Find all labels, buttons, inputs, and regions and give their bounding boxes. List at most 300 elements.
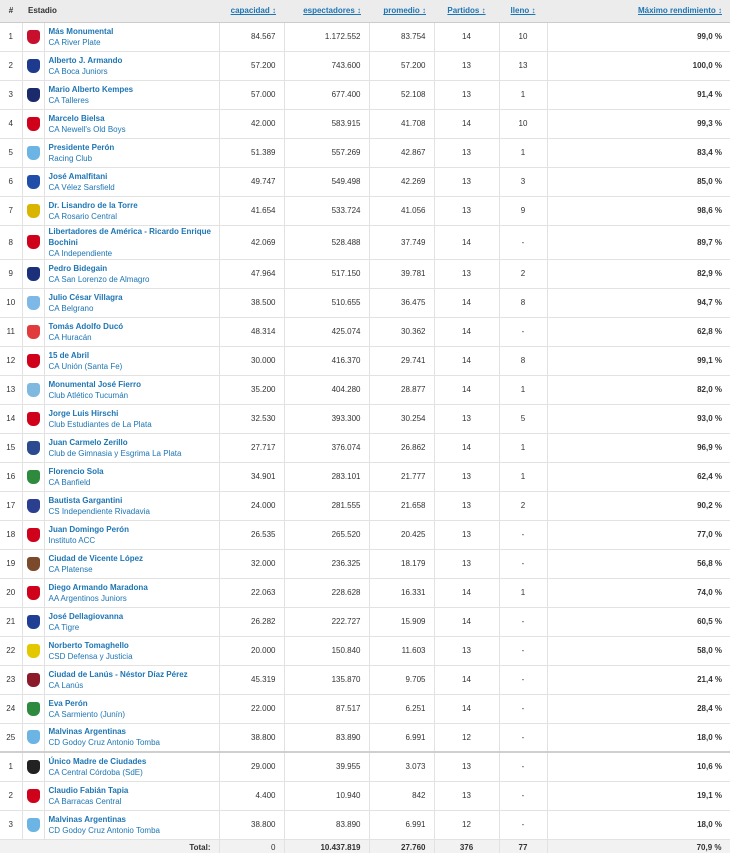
capacity-cell: 24.000: [219, 491, 284, 520]
matches-cell: 13: [434, 404, 499, 433]
rank-cell: 20: [0, 578, 22, 607]
average-cell: 42.269: [369, 167, 434, 196]
club-link[interactable]: CA Rosario Central: [48, 211, 117, 221]
club-link[interactable]: AA Argentinos Juniors: [48, 593, 127, 603]
table-row: [0, 138, 730, 167]
total-row: [0, 839, 730, 853]
rank-cell: 24: [0, 694, 22, 723]
spectators-cell: 510.655: [284, 288, 369, 317]
stadium-link[interactable]: Más Monumental: [48, 26, 114, 36]
club-crest-icon[interactable]: [27, 789, 40, 803]
club-crest-icon[interactable]: [27, 412, 40, 426]
club-crest-icon[interactable]: [27, 760, 40, 774]
stadium-link[interactable]: Eva Perón: [48, 698, 88, 708]
full-cell: 1: [499, 80, 547, 109]
club-link[interactable]: CA San Lorenzo de Almagro: [48, 274, 150, 284]
stadium-link[interactable]: Dr. Lisandro de la Torre: [48, 200, 138, 210]
club-crest-icon[interactable]: [27, 499, 40, 513]
rank-cell: 7: [0, 196, 22, 225]
stadium-link[interactable]: Jorge Luis Hirschi: [48, 408, 119, 418]
stadium-link[interactable]: Bautista Gargantini: [48, 495, 123, 505]
max-util-cell: 77,0 %: [547, 520, 730, 549]
max-util-cell: 21,4 %: [547, 665, 730, 694]
rank-cell: 14: [0, 404, 22, 433]
average-cell: 52.108: [369, 80, 434, 109]
max-util-cell: 93,0 %: [547, 404, 730, 433]
club-link[interactable]: CD Godoy Cruz Antonio Tomba: [48, 738, 160, 748]
club-link[interactable]: Club Estudiantes de La Plata: [48, 419, 152, 429]
club-crest-icon[interactable]: [27, 88, 40, 102]
matches-cell: 13: [434, 51, 499, 80]
table-row: [0, 375, 730, 404]
club-link[interactable]: CD Godoy Cruz Antonio Tomba: [48, 825, 160, 835]
max-util-cell: 10,6 %: [547, 752, 730, 781]
full-cell: -: [499, 723, 547, 752]
club-crest-icon[interactable]: [27, 702, 40, 716]
secondary-table-body: [0, 752, 730, 839]
stadium-cell: [44, 723, 219, 752]
club-crest-icon[interactable]: [27, 235, 40, 249]
club-link[interactable]: CA Huracán: [48, 332, 92, 342]
club-logo-cell: [22, 288, 44, 317]
rank-cell: 13: [0, 375, 22, 404]
stadium-link[interactable]: Claudio Fabián Tapia: [48, 785, 129, 795]
club-link[interactable]: Club Atlético Tucumán: [48, 390, 129, 400]
sort-spectators-link[interactable]: espectadores ↕: [303, 6, 361, 16]
club-crest-icon[interactable]: [27, 470, 40, 484]
capacity-cell: 22.063: [219, 578, 284, 607]
table-row: [0, 752, 730, 781]
table-row: [0, 317, 730, 346]
rank-cell: 6: [0, 167, 22, 196]
rank-cell: 4: [0, 109, 22, 138]
club-logo-cell: [22, 520, 44, 549]
stadium-link[interactable]: Monumental José Fierro: [48, 379, 141, 389]
rank-cell: 9: [0, 259, 22, 288]
average-cell: 36.475: [369, 288, 434, 317]
stadium-link[interactable]: Tomás Adolfo Ducó: [48, 321, 124, 331]
club-link[interactable]: Instituto ACC: [48, 535, 96, 545]
average-cell: 41.708: [369, 109, 434, 138]
spectators-cell: 376.074: [284, 433, 369, 462]
matches-cell: 13: [434, 752, 499, 781]
stadium-cell: [44, 810, 219, 839]
table-row: [0, 549, 730, 578]
club-crest-icon[interactable]: [27, 615, 40, 629]
spectators-cell: 549.498: [284, 167, 369, 196]
club-link[interactable]: CA Newell's Old Boys: [48, 124, 126, 134]
max-util-cell: 91,4 %: [547, 80, 730, 109]
spectators-cell: 87.517: [284, 694, 369, 723]
stadium-link[interactable]: Julio César Villagra: [48, 292, 123, 302]
club-logo-cell: [22, 462, 44, 491]
spectators-cell: 416.370: [284, 346, 369, 375]
rank-cell: 12: [0, 346, 22, 375]
full-cell: 9: [499, 196, 547, 225]
max-util-cell: 74,0 %: [547, 578, 730, 607]
rank-cell: 19: [0, 549, 22, 578]
max-util-cell: 58,0 %: [547, 636, 730, 665]
spectators-cell: 393.300: [284, 404, 369, 433]
table-row: [0, 462, 730, 491]
stadium-cell: [44, 317, 219, 346]
stadium-link[interactable]: Presidente Perón: [48, 142, 115, 152]
stadium-link[interactable]: Malvinas Argentinas: [48, 814, 127, 824]
capacity-cell: 51.389: [219, 138, 284, 167]
club-crest-icon[interactable]: [27, 146, 40, 160]
rank-cell: 1: [0, 22, 22, 51]
club-link[interactable]: CA Sarmiento (Junín): [48, 709, 125, 719]
spectators-cell: 83.890: [284, 810, 369, 839]
capacity-cell: 45.319: [219, 665, 284, 694]
club-logo-cell: [22, 259, 44, 288]
rank-cell: 16: [0, 462, 22, 491]
rank-cell: 18: [0, 520, 22, 549]
club-link[interactable]: CS Independiente Rivadavia: [48, 506, 150, 516]
stadium-link[interactable]: Pedro Bidegain: [48, 263, 108, 273]
max-util-cell: 19,1 %: [547, 781, 730, 810]
full-cell: 10: [499, 109, 547, 138]
full-cell: 1: [499, 375, 547, 404]
table-row: [0, 404, 730, 433]
club-logo-cell: [22, 167, 44, 196]
club-link[interactable]: CA Central Córdoba (SdE): [48, 767, 143, 777]
club-logo-cell: [22, 196, 44, 225]
club-link[interactable]: CA Boca Juniors: [48, 66, 108, 76]
club-crest-icon[interactable]: [27, 383, 40, 397]
capacity-cell: 22.000: [219, 694, 284, 723]
stadium-cell: [44, 694, 219, 723]
capacity-cell: 20.000: [219, 636, 284, 665]
stadium-link[interactable]: José Dellagiovanna: [48, 611, 124, 621]
max-util-cell: 60,5 %: [547, 607, 730, 636]
stadium-cell: [44, 462, 219, 491]
full-cell: -: [499, 694, 547, 723]
stadium-link[interactable]: Alberto J. Armando: [48, 55, 123, 65]
capacity-cell: 42.069: [219, 225, 284, 259]
stadium-link[interactable]: Norberto Tomaghello: [48, 640, 129, 650]
stadium-link[interactable]: Florencio Sola: [48, 466, 104, 476]
max-util-cell: 18,0 %: [547, 810, 730, 839]
capacity-cell: 38.500: [219, 288, 284, 317]
stadium-link[interactable]: Juan Domingo Perón: [48, 524, 129, 534]
average-cell: 30.254: [369, 404, 434, 433]
club-logo-cell: [22, 80, 44, 109]
max-util-cell: 83,4 %: [547, 138, 730, 167]
full-cell: -: [499, 781, 547, 810]
spectators-cell: 39.955: [284, 752, 369, 781]
full-cell: 13: [499, 51, 547, 80]
spectators-cell: 222.727: [284, 607, 369, 636]
capacity-cell: 38.800: [219, 810, 284, 839]
stadium-link[interactable]: Marcelo Bielsa: [48, 113, 105, 123]
full-cell: 8: [499, 288, 547, 317]
spectators-cell: 150.840: [284, 636, 369, 665]
table-row: [0, 167, 730, 196]
matches-cell: 12: [434, 723, 499, 752]
stadium-cell: [44, 22, 219, 51]
capacity-cell: 32.530: [219, 404, 284, 433]
matches-cell: 14: [434, 109, 499, 138]
stadium-cell: [44, 346, 219, 375]
stadium-cell: [44, 433, 219, 462]
club-link[interactable]: CA Barracas Central: [48, 796, 122, 806]
matches-cell: 14: [434, 288, 499, 317]
club-link[interactable]: CA Banfield: [48, 477, 91, 487]
full-cell: -: [499, 636, 547, 665]
club-link[interactable]: CA Vélez Sarsfield: [48, 182, 115, 192]
capacity-cell: 4.400: [219, 781, 284, 810]
stadium-cell: [44, 196, 219, 225]
average-cell: 21.658: [369, 491, 434, 520]
table-row: [0, 225, 730, 259]
average-cell: 9.705: [369, 665, 434, 694]
club-logo-cell: [22, 781, 44, 810]
spectators-cell: 557.269: [284, 138, 369, 167]
capacity-cell: 30.000: [219, 346, 284, 375]
stadium-cell: [44, 404, 219, 433]
club-link[interactable]: CA Lanús: [48, 680, 84, 690]
matches-cell: 14: [434, 317, 499, 346]
total-matches: 376: [434, 839, 499, 853]
capacity-cell: 47.964: [219, 259, 284, 288]
max-util-cell: 62,4 %: [547, 462, 730, 491]
stadium-link[interactable]: Ciudad de Vicente López: [48, 553, 144, 563]
club-crest-icon[interactable]: [27, 673, 40, 687]
spectators-cell: 281.555: [284, 491, 369, 520]
matches-cell: 14: [434, 22, 499, 51]
max-util-cell: 99,0 %: [547, 22, 730, 51]
total-spectators: 10.437.819: [284, 839, 369, 853]
stadium-cell: [44, 549, 219, 578]
max-util-cell: 98,6 %: [547, 196, 730, 225]
club-logo-cell: [22, 665, 44, 694]
sort-matches-link[interactable]: Partidos ↕: [447, 6, 486, 16]
spectators-cell: 135.870: [284, 665, 369, 694]
stadium-cell: [44, 607, 219, 636]
total-average: 27.760: [369, 839, 434, 853]
average-cell: 29.741: [369, 346, 434, 375]
stadium-link[interactable]: Mario Alberto Kempes: [48, 84, 134, 94]
matches-cell: 13: [434, 138, 499, 167]
stadium-link[interactable]: Diego Armando Maradona: [48, 582, 148, 592]
rank-header: #: [0, 0, 22, 22]
club-crest-icon[interactable]: [27, 267, 40, 281]
matches-cell: 14: [434, 607, 499, 636]
table-row: [0, 346, 730, 375]
club-logo-cell: [22, 491, 44, 520]
sort-full-link[interactable]: lleno ↕: [510, 6, 536, 16]
capacity-cell: 38.800: [219, 723, 284, 752]
average-cell: 16.331: [369, 578, 434, 607]
table-row: [0, 665, 730, 694]
sort-capacity-link[interactable]: capacidad ↕: [230, 6, 276, 16]
club-logo-cell: [22, 375, 44, 404]
average-cell: 842: [369, 781, 434, 810]
stadium-cell: [44, 51, 219, 80]
club-logo-cell: [22, 549, 44, 578]
total-max: 70,9 %: [547, 839, 730, 853]
matches-cell: 13: [434, 259, 499, 288]
club-logo-cell: [22, 317, 44, 346]
spectators-cell: 533.724: [284, 196, 369, 225]
club-link[interactable]: CA Tigre: [48, 622, 80, 632]
capacity-cell: 84.567: [219, 22, 284, 51]
average-cell: 11.603: [369, 636, 434, 665]
club-crest-icon[interactable]: [27, 325, 40, 339]
club-crest-icon[interactable]: [27, 586, 40, 600]
stadium-cell: [44, 225, 219, 259]
stadium-link[interactable]: Juan Carmelo Zerillo: [48, 437, 128, 447]
matches-cell: 14: [434, 225, 499, 259]
club-crest-icon[interactable]: [27, 528, 40, 542]
full-cell: 5: [499, 404, 547, 433]
stadium-cell: [44, 578, 219, 607]
club-logo-cell: [22, 22, 44, 51]
stadium-cell: [44, 167, 219, 196]
stadium-link[interactable]: José Amalfitani: [48, 171, 108, 181]
average-cell: 83.754: [369, 22, 434, 51]
full-cell: 1: [499, 578, 547, 607]
spectators-cell: 425.074: [284, 317, 369, 346]
stadium-cell: [44, 80, 219, 109]
club-logo-cell: [22, 51, 44, 80]
capacity-cell: 26.535: [219, 520, 284, 549]
max-util-cell: 99,3 %: [547, 109, 730, 138]
rank-cell: 10: [0, 288, 22, 317]
club-crest-icon[interactable]: [27, 557, 40, 571]
capacity-cell: 57.200: [219, 51, 284, 80]
table-row: [0, 810, 730, 839]
average-cell: 26.862: [369, 433, 434, 462]
club-crest-icon[interactable]: [27, 59, 40, 73]
max-util-cell: 85,0 %: [547, 167, 730, 196]
matches-cell: 14: [434, 578, 499, 607]
club-crest-icon[interactable]: [27, 441, 40, 455]
rank-cell: 11: [0, 317, 22, 346]
club-logo-cell: [22, 433, 44, 462]
club-link[interactable]: CSD Defensa y Justicia: [48, 651, 133, 661]
spectators-cell: 528.488: [284, 225, 369, 259]
full-cell: 10: [499, 22, 547, 51]
full-cell: 1: [499, 462, 547, 491]
stadium-cell: [44, 109, 219, 138]
club-link[interactable]: CA Talleres: [48, 95, 89, 105]
stadium-cell: [44, 259, 219, 288]
club-logo-cell: [22, 346, 44, 375]
spectators-cell: 743.600: [284, 51, 369, 80]
rank-cell: 17: [0, 491, 22, 520]
club-link[interactable]: CA Platense: [48, 564, 93, 574]
stadium-link[interactable]: Malvinas Argentinas: [48, 727, 127, 737]
stadium-cell: [44, 636, 219, 665]
matches-cell: 13: [434, 491, 499, 520]
rank-cell: 23: [0, 665, 22, 694]
club-logo-cell: [22, 694, 44, 723]
club-logo-cell: [22, 109, 44, 138]
club-link[interactable]: CA Unión (Santa Fe): [48, 361, 123, 371]
club-link[interactable]: CA Independiente: [48, 248, 113, 258]
club-crest-icon[interactable]: [27, 30, 40, 44]
stadium-cell: [44, 288, 219, 317]
total-capacity: 0: [219, 839, 284, 853]
club-link[interactable]: Racing Club: [48, 153, 93, 163]
max-util-cell: 82,0 %: [547, 375, 730, 404]
full-cell: -: [499, 752, 547, 781]
rank-cell: 25: [0, 723, 22, 752]
club-logo-cell: [22, 636, 44, 665]
stadium-cell: [44, 520, 219, 549]
sort-max-util-link[interactable]: Máximo rendimiento ↕: [637, 6, 722, 16]
matches-cell: 14: [434, 375, 499, 404]
matches-cell: 13: [434, 462, 499, 491]
club-crest-icon[interactable]: [27, 354, 40, 368]
full-cell: 8: [499, 346, 547, 375]
club-logo-cell: [22, 752, 44, 781]
club-logo-cell: [22, 723, 44, 752]
matches-cell: 13: [434, 636, 499, 665]
stadium-link[interactable]: Ciudad de Lanús - Néstor Díaz Pérez: [48, 669, 188, 679]
club-crest-icon[interactable]: [27, 175, 40, 189]
club-link[interactable]: CA Belgrano: [48, 303, 94, 313]
spectators-cell: 677.400: [284, 80, 369, 109]
sort-average-link[interactable]: promedio ↕: [383, 6, 426, 16]
rank-cell: 3: [0, 80, 22, 109]
spectators-cell: 583.915: [284, 109, 369, 138]
stadium-header: Estadio: [22, 0, 219, 22]
average-cell: 28.877: [369, 375, 434, 404]
table-row: [0, 607, 730, 636]
average-cell: 21.777: [369, 462, 434, 491]
club-link[interactable]: Club de Gimnasia y Esgrima La Plata: [48, 448, 182, 458]
club-crest-icon[interactable]: [27, 818, 40, 832]
average-cell: 6.991: [369, 723, 434, 752]
stadium-cell: [44, 665, 219, 694]
full-cell: 2: [499, 491, 547, 520]
table-row: [0, 80, 730, 109]
spectators-cell: 236.325: [284, 549, 369, 578]
table-header: [0, 0, 730, 22]
club-crest-icon[interactable]: [27, 296, 40, 310]
spectators-cell: 228.628: [284, 578, 369, 607]
table-row: [0, 723, 730, 752]
full-cell: -: [499, 810, 547, 839]
average-cell: 3.073: [369, 752, 434, 781]
club-crest-icon[interactable]: [27, 730, 40, 744]
capacity-cell: 48.314: [219, 317, 284, 346]
club-link[interactable]: CA River Plate: [48, 37, 101, 47]
stadium-link[interactable]: Único Madre de Ciudades: [48, 756, 147, 766]
club-crest-icon[interactable]: [27, 204, 40, 218]
stadium-cell: [44, 491, 219, 520]
average-cell: 30.362: [369, 317, 434, 346]
club-crest-icon[interactable]: [27, 644, 40, 658]
table-row: [0, 51, 730, 80]
club-logo-cell: [22, 404, 44, 433]
full-cell: -: [499, 317, 547, 346]
stadium-link[interactable]: Libertadores de América - Ricardo Enrique Bochini: [48, 226, 211, 247]
stadium-link[interactable]: 15 de Abril: [48, 350, 90, 360]
table-row: [0, 636, 730, 665]
capacity-cell: 32.000: [219, 549, 284, 578]
club-logo-cell: [22, 138, 44, 167]
rank-cell: 2: [0, 51, 22, 80]
matches-cell: 14: [434, 665, 499, 694]
spectators-cell: 10.940: [284, 781, 369, 810]
rank-cell: 2: [0, 781, 22, 810]
club-crest-icon[interactable]: [27, 117, 40, 131]
average-cell: 6.251: [369, 694, 434, 723]
